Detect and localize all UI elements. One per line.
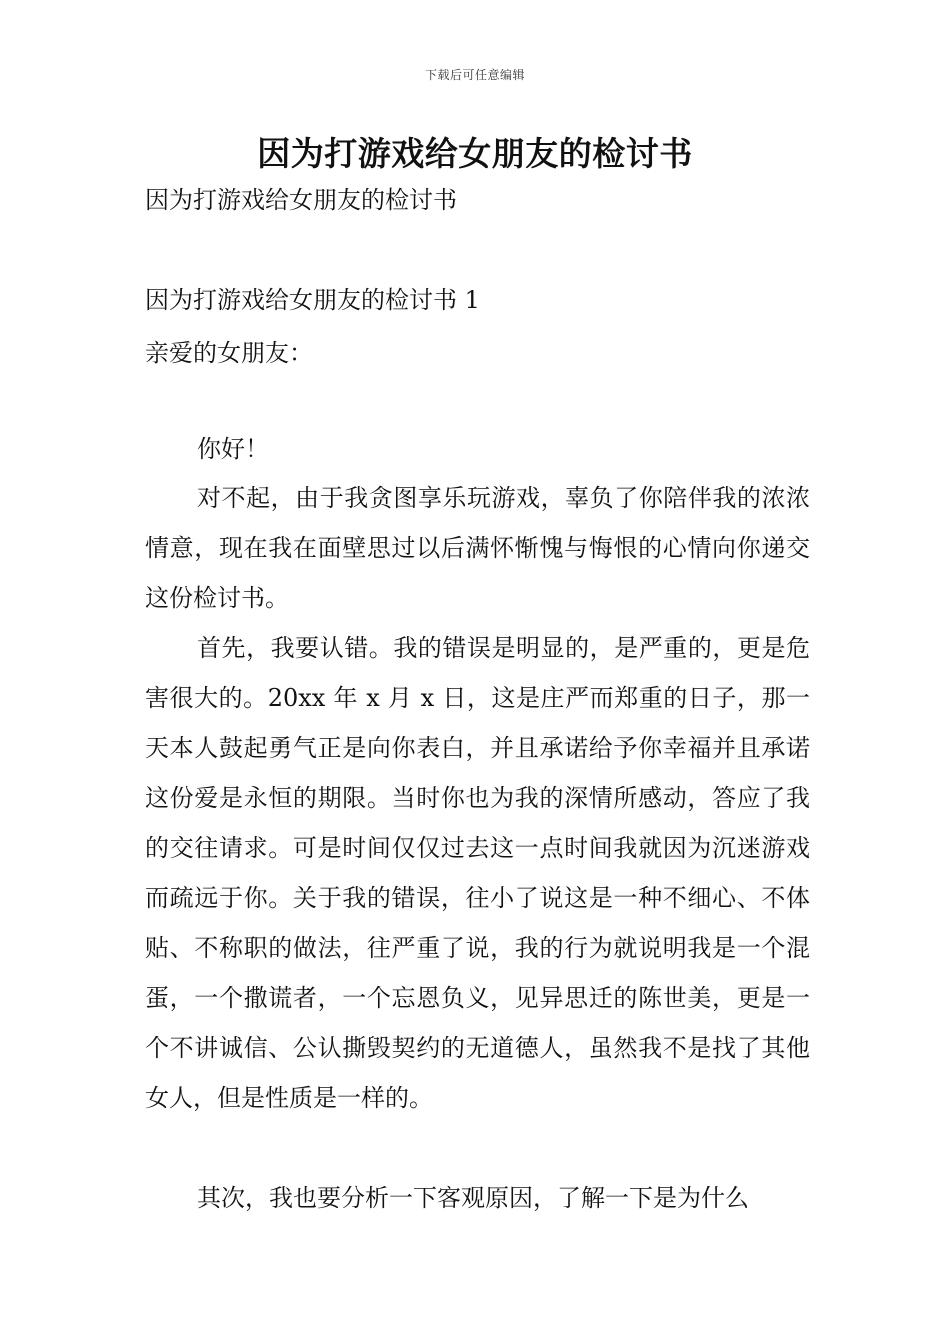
document-subtitle: 因为打游戏给女朋友的检讨书 xyxy=(145,186,457,214)
paragraph-admission: 首先，我要认错。我的错误是明显的，是严重的，更是危害很大的。20xx 年 x 月 x 日，这是庄严而郑重的日子，那一天本人鼓起勇气正是向你表白，并且承诺给予你幸福并且承诺这份爱是永恒的期限。当时你也为我的深情所感动，答应了我的交往请求。可是时间仅仅过去这一点时间我就因为沉迷游戏而疏远于你。关于我的错误，往小了说这是一种不细心、不体贴、不称职的做法，往严重了说，我的行为就说明我是一个混蛋，一个撒谎者，一个忘恩负义，见异思迁的陈世美，更是一个不讲诚信、公认撕毁契约的无道德人，虽然我不是找了其他女人，但是性质是一样的。 xyxy=(145,634,810,1112)
section-heading: 因为打游戏给女朋友的检讨书 1 xyxy=(145,286,480,314)
paragraph-apology: 对不起，由于我贪图享乐玩游戏，辜负了你陪伴我的浓浓情意，现在我在面壁思过以后满怀惭愧与悔恨的心情向你递交这份检讨书。 xyxy=(145,484,810,612)
salutation: 亲爱的女朋友： xyxy=(145,339,313,367)
greeting: 你好！ xyxy=(197,435,269,463)
header-note: 下载后可任意编辑 xyxy=(424,68,525,82)
paragraph-analysis: 其次，我也要分析一下客观原因，了解一下是为什么 xyxy=(197,1184,749,1212)
document-title: 因为打游戏给女朋友的检讨书 xyxy=(257,134,693,173)
